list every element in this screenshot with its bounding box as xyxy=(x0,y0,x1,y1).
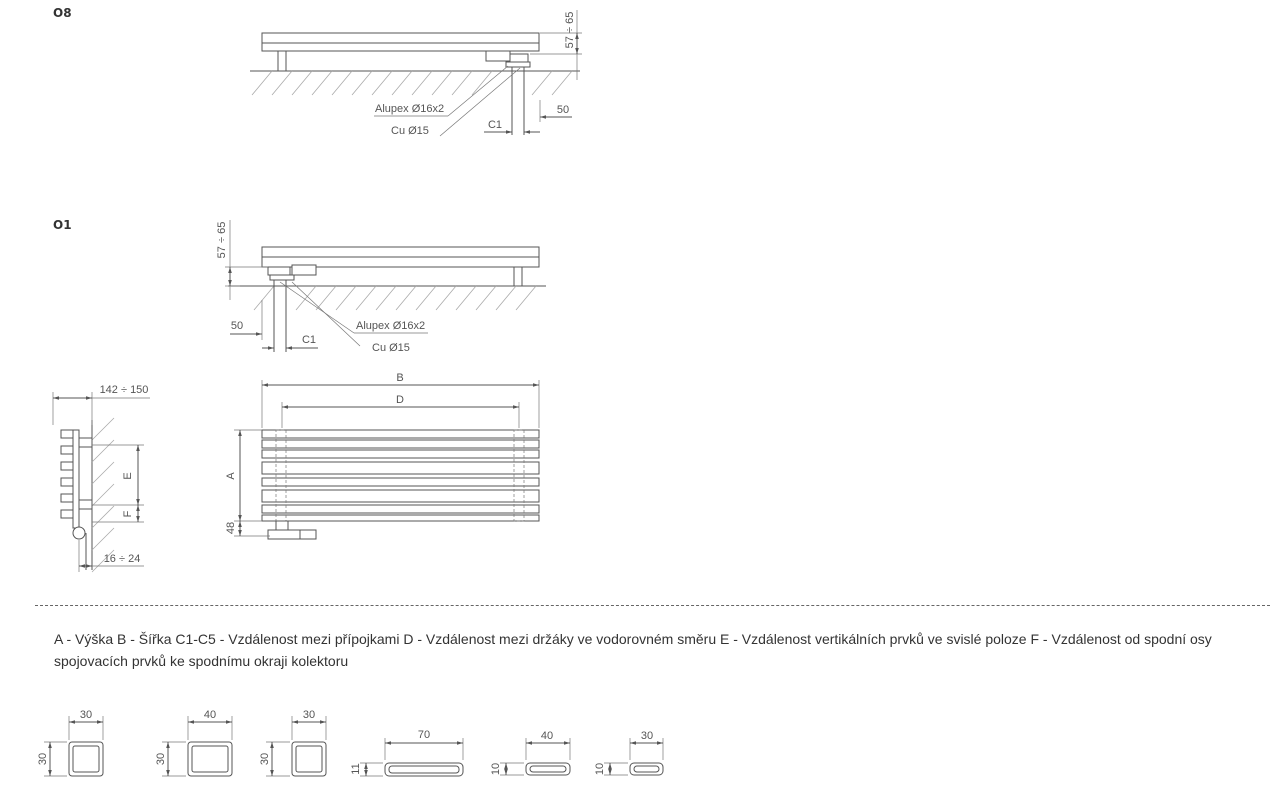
profile-5 xyxy=(490,730,570,775)
dimension-legend: A - Výška B - Šířka C1-C5 - Vzdálenost mezi přípojkami D - Vzdálenost mezi držáky ve vodorovném směru E - Vzdálenost vertikálních prvků ve svislé poloze F - Vzdálenost od spodní osy spojovacích prvků ke spodnímu okraji kolektoru xyxy=(54,631,1212,669)
side-bracket-bottom xyxy=(79,500,92,509)
o8-connection: C1 xyxy=(487,119,503,131)
o8-valve xyxy=(486,51,510,61)
profile-4-height: 11 xyxy=(350,763,362,775)
profile-4-width: 70 xyxy=(417,729,431,741)
side-valve xyxy=(73,527,85,539)
side-depth-range: 142 ÷ 150 xyxy=(99,384,149,396)
profiles xyxy=(37,709,663,776)
front-dim-48: 48 xyxy=(225,521,237,535)
o8-leg xyxy=(278,51,286,71)
side-dim-e: E xyxy=(122,472,134,480)
o1-height-range: 57 ÷ 65 xyxy=(216,221,228,259)
view-side xyxy=(53,384,150,572)
profile-1 xyxy=(37,709,103,776)
profile-2-height: 30 xyxy=(155,752,167,766)
section-divider xyxy=(35,605,1270,606)
o1-connection: C1 xyxy=(301,334,317,346)
o8-valve-foot xyxy=(506,62,530,67)
front-bar xyxy=(262,450,539,458)
o1-floor-hatch xyxy=(254,286,536,310)
profile-1-height: 30 xyxy=(37,752,49,766)
o1-leg xyxy=(514,267,522,286)
o1-pipe-alupex: Alupex Ø16x2 xyxy=(356,320,426,332)
o1-valve-foot xyxy=(270,275,294,280)
front-valve-pipe xyxy=(268,530,316,539)
front-bar xyxy=(262,490,539,502)
profile-5-width: 40 xyxy=(540,730,554,742)
profile-2 xyxy=(155,709,232,776)
o1-valve xyxy=(292,265,316,275)
side-dim-f: F xyxy=(122,510,134,518)
o8-radiator-bar xyxy=(262,33,539,43)
side-wall-hatch xyxy=(92,418,114,572)
front-bar xyxy=(262,440,539,448)
o1-radiator-bar xyxy=(262,247,539,257)
front-dim-a: A xyxy=(225,472,237,480)
o8-pipe-alupex: Alupex Ø16x2 xyxy=(375,103,445,115)
profile-6 xyxy=(594,730,663,775)
front-bar xyxy=(262,515,539,521)
profile-1-width: 30 xyxy=(79,709,93,721)
o8-pipe-cu: Cu Ø15 xyxy=(391,125,429,137)
o1-pipe-cu: Cu Ø15 xyxy=(372,342,410,354)
profile-4 xyxy=(350,729,463,776)
front-dim-d: D xyxy=(396,394,404,406)
o8-height-range: 57 ÷ 65 xyxy=(564,11,576,49)
profile-5-height: 10 xyxy=(490,762,502,776)
view-o8 xyxy=(53,6,582,137)
profile-6-width: 30 xyxy=(640,730,654,742)
front-bar xyxy=(262,430,539,438)
profile-2-width: 40 xyxy=(203,709,217,721)
front-bar xyxy=(262,478,539,486)
view-front xyxy=(225,372,539,539)
o8-radiator-bar-lower xyxy=(262,43,539,51)
profile-3-height: 30 xyxy=(259,752,271,766)
o1-valve-body xyxy=(268,267,290,275)
profile-6-height: 10 xyxy=(594,762,606,776)
view-o8-label: O8 xyxy=(53,6,72,20)
front-bar xyxy=(262,462,539,474)
side-bracket-top xyxy=(79,438,92,447)
side-wall-range: 16 ÷ 24 xyxy=(103,553,141,565)
front-bar xyxy=(262,505,539,513)
view-o1 xyxy=(53,218,546,354)
o8-offset: 50 xyxy=(556,104,570,116)
profile-3-width: 30 xyxy=(302,709,316,721)
front-dim-b: B xyxy=(396,372,404,384)
profile-3 xyxy=(259,709,326,776)
side-collector xyxy=(73,430,79,528)
view-o1-label: O1 xyxy=(53,218,72,232)
o1-offset: 50 xyxy=(230,320,244,332)
